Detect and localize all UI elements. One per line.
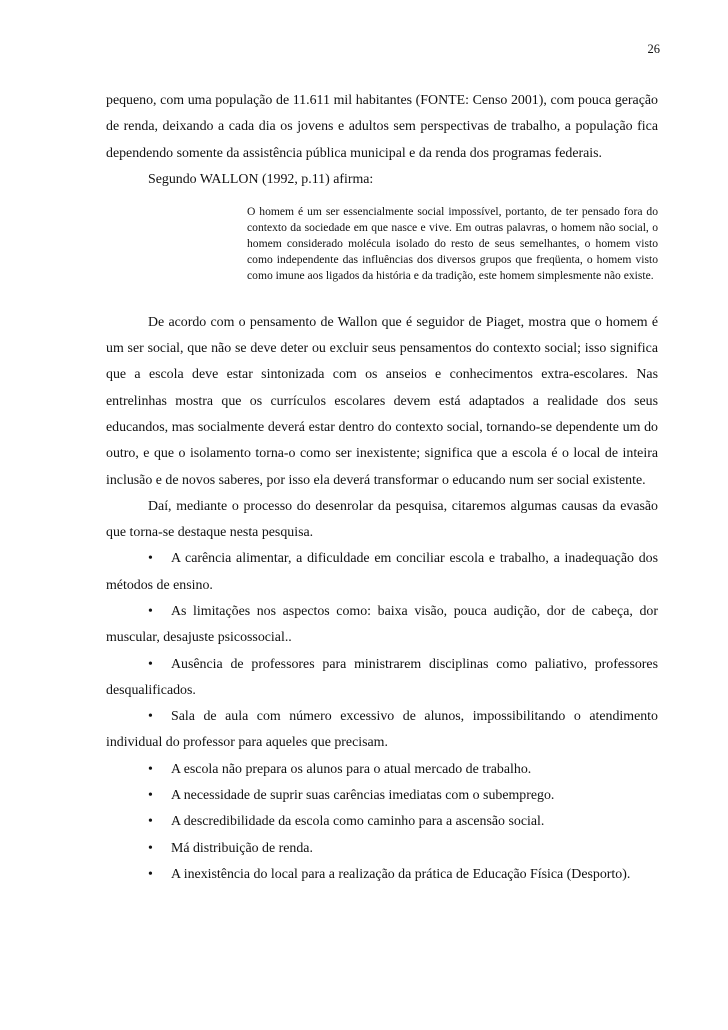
list-item — [106, 652, 658, 705]
bullet-icon: • — [148, 814, 153, 830]
bullet-icon: • — [148, 551, 153, 567]
bullet-icon: • — [148, 866, 153, 882]
list-item — [106, 862, 658, 888]
paragraph-wallon-analysis: De acordo com o pensamento de Wallon que é seguidor de Piaget, mostra que o homem é um ser social, que não se deve deter ou excluir seus pensamentos do contexto social; isso significa que a escola deve estar sintonizada com os anseios e conhecimentos extra-escolares. Nas entrelinhas mostra que os currículos escolares devem está adaptados a realidade dos seus educandos, mas socialmente deverá estar dentro do contexto social, tornando-se dependente um do outro, e que o isolamento torna-o como ser inexistente; significa que a escola é o local de inteira inclusão e de novos saberes, por isso ela deverá transformar o educando num ser social existente. — [106, 314, 658, 488]
list-item-text: A carência alimentar, a dificuldade em conciliar escola e trabalho, a inadequação dos métodos de ensino. — [106, 551, 658, 593]
list-item — [106, 704, 658, 757]
paragraph-evasion-causes-intro: Daí, mediante o processo do desenrolar da pesquisa, citaremos algumas causas da evasão que torna-se destaque nesta pesquisa. — [106, 498, 658, 541]
list-item-text: A escola não prepara os alunos para o atual mercado de trabalho. — [171, 761, 532, 777]
bullet-icon: • — [148, 840, 153, 856]
list-item-text: Ausência de professores para ministrarem disciplinas como paliativo, professores desqualificados. — [106, 656, 658, 698]
list-item-text: Sala de aula com número excessivo de alunos, impossibilitando o atendimento individual do professor para aqueles que precisam. — [106, 709, 658, 751]
list-item-text: As limitações nos aspectos como: baixa visão, pouca audição, dor de cabeça, dor muscular, desajuste psicossocial.. — [106, 603, 658, 646]
list-item — [106, 809, 658, 835]
paragraph-wallon-intro: Segundo WALLON (1992, p.11) afirma: — [148, 171, 374, 187]
bullet-icon: • — [148, 709, 153, 725]
bullet-icon: • — [148, 761, 153, 777]
bullet-icon: • — [148, 603, 153, 619]
list-item — [106, 599, 658, 652]
block-quote-wallon: O homem é um ser essencialmente social impossível, portanto, de ter pensado fora do contexto da sociedade em que nasce e vive. Em outras palavras, o homem não social, o homem considerado molécula isolado do resto de seus semelhantes, o homem visto como independente das influências dos diversos grupos que freqüenta, o homem visto como imune aos ligados da história e da tradição, este homem simplesmente não existe. — [247, 205, 658, 282]
paragraph-intro-continuation: pequeno, com uma população de 11.611 mil habitantes (FONTE: Censo 2001), com pouca geração de renda, deixando a cada dia os jovens e adultos sem perspectivas de trabalho, a população fica dependendo somente da assistência pública municipal e da renda dos programas federais. — [106, 93, 658, 161]
list-item-text: Má distribuição de renda. — [171, 840, 313, 856]
bullet-icon: • — [148, 788, 153, 804]
list-item-text: A inexistência do local para a realização da prática de Educação Física (Desporto). — [171, 866, 631, 882]
page-number: 26 — [647, 42, 660, 56]
list-item — [106, 757, 658, 783]
page-body — [106, 88, 658, 888]
bullet-icon: • — [148, 656, 153, 672]
list-item-text: A descredibilidade da escola como caminho para a ascensão social. — [171, 814, 545, 830]
list-item-text: A necessidade de suprir suas carências imediatas com o subemprego. — [171, 788, 555, 804]
list-item — [106, 546, 658, 599]
list-item — [106, 783, 658, 809]
bullet-list-evasion-causes — [106, 546, 658, 888]
list-item — [106, 836, 658, 862]
